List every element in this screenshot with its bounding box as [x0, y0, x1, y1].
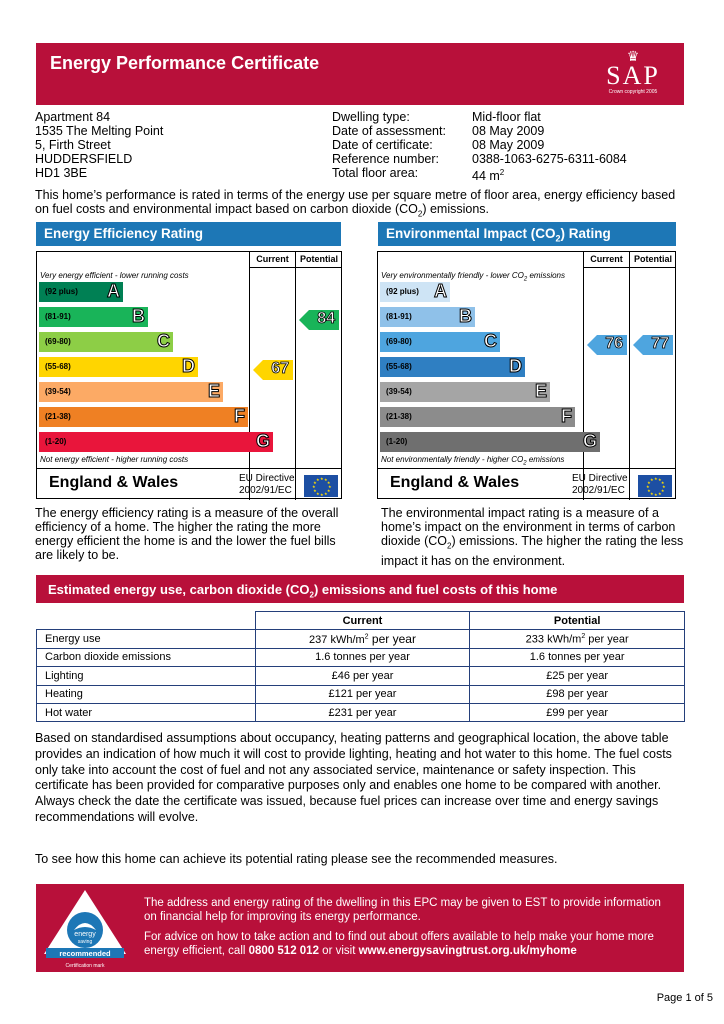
- table-row: [37, 685, 685, 703]
- row-label: Carbon dioxide emissions: [37, 648, 256, 666]
- potential-value: £98 per year: [470, 685, 685, 703]
- crown-icon: ♛: [626, 48, 640, 64]
- star-icon: ★: [650, 490, 654, 496]
- energy-rating-title: Energy Efficiency Rating: [44, 226, 204, 241]
- band-letter: G: [255, 431, 270, 451]
- current-rating-arrow: [253, 360, 293, 380]
- band-letter: B: [459, 306, 472, 326]
- divider: [37, 468, 341, 469]
- rating-band-g: [380, 432, 600, 452]
- estimates-title-sub: 2: [309, 590, 314, 600]
- header-bar: [36, 43, 684, 105]
- intro-text-a: This home’s performance is rated in terms of the energy use per square metre of floor area, energy efficiency based on fuel costs and environmental impact based on carbon dioxide (CO: [35, 188, 676, 216]
- top-note-a: Very environmentally friendly - lower CO: [381, 271, 524, 280]
- band-range: (69-80): [386, 337, 412, 346]
- rating-band-g: [39, 432, 273, 452]
- fact-label: Date of certificate:: [332, 138, 433, 152]
- star-icon: ★: [320, 476, 324, 481]
- energy-saving-recommended-logo: [38, 886, 132, 970]
- address-block: [35, 110, 163, 180]
- sap-logo-text: SAP: [606, 61, 660, 90]
- divider: [378, 468, 675, 469]
- logo-recommended-text: recommended: [59, 949, 111, 958]
- top-note: [381, 271, 565, 283]
- footer-bar: [36, 884, 684, 972]
- env-desc-b: ) emissions. The higher the rating the less impact it has on the environment.: [381, 534, 684, 568]
- region-label: England & Wales: [49, 474, 179, 491]
- eu-flag-icon: [304, 475, 338, 497]
- fact-label: Total floor area:: [332, 166, 419, 180]
- table-header-row: [37, 612, 685, 630]
- star-icon: ★: [654, 476, 658, 481]
- logo-energy-text: energy: [74, 931, 96, 938]
- band-range: (92 plus): [45, 287, 78, 296]
- divider: [249, 268, 250, 500]
- env-rating-title-a: Environmental Impact (CO: [386, 226, 556, 241]
- band-range: (1-20): [386, 437, 408, 446]
- website-link[interactable]: www.energysavingtrust.org.uk/myhome: [358, 945, 577, 957]
- rating-band-a: [39, 282, 123, 302]
- eu-directive-label: [239, 473, 295, 497]
- divider: [629, 268, 630, 500]
- sap-logo: [594, 49, 672, 99]
- star-icon: ★: [324, 477, 328, 483]
- value-tail: per year: [585, 633, 629, 646]
- band-letter: D: [509, 356, 522, 376]
- band-letter: G: [582, 431, 597, 451]
- current-column-header: Current: [249, 252, 295, 268]
- rating-value: 67: [271, 360, 289, 377]
- band-range: (55-68): [45, 362, 71, 371]
- directive-line: EU Directive: [572, 473, 628, 484]
- eu-directive-label: [572, 473, 628, 497]
- band-letter: F: [561, 406, 572, 426]
- fact-label: Reference number:: [332, 152, 440, 166]
- row-label: Heating: [37, 685, 256, 703]
- table-corner: [37, 612, 256, 630]
- rating-band-a: [380, 282, 450, 302]
- logo-caption: Certification mark: [65, 963, 105, 969]
- band-range: (81-91): [45, 312, 71, 321]
- column-header-current: Current: [255, 612, 470, 630]
- env-desc-a: The environmental impact rating is a measure of a home’s impact on the environment in terms of carbon dioxide (CO: [381, 506, 676, 548]
- rating-band-d: [380, 357, 525, 377]
- unit-sup: 2: [581, 632, 586, 640]
- table-row: [37, 630, 685, 648]
- rating-band-c: [39, 332, 173, 352]
- env-rating-chart: [377, 251, 676, 499]
- rating-band-d: [39, 357, 198, 377]
- star-icon: ★: [646, 484, 650, 489]
- footer-paragraph-1: The address and energy rating of the dwelling in this EPC may be given to EST to provide information on financial help for improving its energy performance.: [144, 897, 661, 923]
- potential-column-header: Potential: [629, 252, 676, 268]
- logo-saving-text: saving: [77, 939, 93, 945]
- potential-column-header: Potential: [295, 252, 342, 268]
- divider: [295, 268, 296, 500]
- dwelling-facts: [332, 110, 627, 183]
- estimates-title-b: ) emissions and fuel costs of this home: [313, 582, 558, 597]
- energy-rating-description: The energy efficiency rating is a measure of the overall efficiency of a home. The higher the rating the more energy efficient the home is and the lower the fuel bills are likely to be.: [35, 506, 339, 562]
- address-line: 1535 The Melting Point: [35, 124, 164, 138]
- bottom-note-b: emissions: [526, 455, 565, 464]
- star-icon: ★: [326, 488, 331, 493]
- bottom-note: Not energy efficient - higher running costs: [40, 455, 189, 464]
- intro-sub: 2: [417, 209, 423, 219]
- bottom-note-a: Not environmentally friendly - higher CO: [381, 455, 524, 464]
- footer-paragraph-2: [144, 930, 669, 958]
- value-tail: per year: [368, 632, 416, 647]
- directive-line: EU Directive: [239, 473, 295, 484]
- divider: [583, 268, 584, 500]
- estimates-table: [36, 611, 685, 722]
- band-range: (1-20): [45, 437, 67, 446]
- bottom-note-sub: 2: [523, 460, 527, 467]
- floor-area-value: [472, 166, 504, 183]
- phone-number[interactable]: 0800 512 012: [248, 945, 319, 957]
- reference-number-value: 0388-1063-6275-6311-6084: [472, 152, 627, 166]
- env-desc-sub: 2: [447, 541, 452, 551]
- column-header-potential: Potential: [470, 612, 685, 630]
- intro-text-b: ) emissions.: [422, 202, 489, 216]
- potential-value: 1.6 tonnes per year: [470, 648, 685, 666]
- band-letter: E: [207, 381, 220, 401]
- rating-band-e: [380, 382, 550, 402]
- top-note: Very energy efficient - lower running costs: [40, 271, 189, 280]
- estimates-title-bar: [36, 575, 684, 603]
- page-title: Energy Performance Certificate: [50, 53, 320, 73]
- floor-area-number: 44 m: [472, 169, 500, 184]
- potential-value: £99 per year: [470, 703, 685, 721]
- sap-logo-sub: Crown copyright 2005: [608, 89, 658, 95]
- intro-text: [35, 188, 685, 222]
- band-range: (81-91): [386, 312, 412, 321]
- table-row: [37, 648, 685, 666]
- current-value: £231 per year: [255, 703, 470, 721]
- env-rating-title-bar: [378, 222, 676, 246]
- current-value: [255, 630, 470, 648]
- rating-value: 77: [651, 335, 669, 352]
- rating-band-f: [380, 407, 575, 427]
- rating-value: 76: [605, 335, 623, 352]
- potential-rating-arrow: [299, 310, 339, 330]
- star-icon: ★: [313, 480, 317, 485]
- current-column-header: Current: [583, 252, 629, 268]
- star-icon: ★: [316, 477, 320, 483]
- star-icon: ★: [660, 488, 665, 493]
- star-icon: ★: [328, 484, 332, 489]
- fact-label: Date of assessment:: [332, 124, 446, 138]
- top-note-b: emissions: [527, 271, 566, 280]
- band-letter: B: [132, 306, 145, 326]
- assessment-date-value: 08 May 2009: [472, 124, 545, 138]
- floor-area-unit-sup: 2: [499, 168, 505, 177]
- env-rating-title-b: ) Rating: [560, 226, 611, 241]
- row-label: Energy use: [37, 630, 256, 648]
- potential-value: £25 per year: [470, 667, 685, 685]
- certificate-date-value: 08 May 2009: [472, 138, 545, 152]
- body-paragraph: Based on standardised assumptions about occupancy, heating patterns and geographical location, the above table provides an indication of how much it will cost to provide lighting, heating and hot water to this home. The fuel costs only take into account the cost of fuel and not any associated service, maintenance or safety inspection. This certificate has been provided for comparative purposes only and enables one home to be compared with another. Always check the date the certificate was issued, because fuel prices can increase over time and energy savings recommendations will evolve.: [35, 731, 672, 824]
- rating-band-f: [39, 407, 248, 427]
- rating-band-e: [39, 382, 223, 402]
- star-icon: ★: [313, 488, 317, 493]
- energy-rating-chart: [36, 251, 342, 499]
- band-letter: D: [182, 356, 195, 376]
- env-title-sub: 2: [555, 233, 561, 244]
- footer-p2-b: or visit: [318, 945, 359, 957]
- footer-p2-a: For advice on how to take action and to find out about offers available to help make your home more energy efficient, call: [144, 931, 654, 957]
- address-line: Apartment 84: [35, 110, 111, 124]
- address-line: HD1 3BE: [35, 166, 88, 180]
- value-part: 237 kWh/m: [309, 634, 365, 647]
- star-icon: ★: [660, 480, 665, 485]
- band-range: (39-54): [386, 387, 412, 396]
- star-icon: ★: [650, 477, 654, 483]
- current-value: £46 per year: [255, 667, 470, 685]
- unit-sup: 2: [364, 633, 369, 641]
- band-range: (69-80): [45, 337, 71, 346]
- dwelling-type-value: Mid-floor flat: [472, 110, 541, 124]
- potential-value: [470, 630, 685, 648]
- star-icon: ★: [312, 484, 316, 489]
- band-letter: A: [434, 281, 447, 301]
- rating-value: 84: [317, 310, 335, 327]
- table-row: [37, 667, 685, 685]
- band-range: (55-68): [386, 362, 412, 371]
- band-letter: E: [534, 381, 547, 401]
- star-icon: ★: [647, 480, 651, 485]
- star-icon: ★: [320, 492, 324, 497]
- band-range: (92 plus): [386, 287, 419, 296]
- directive-line: 2002/91/EC: [572, 485, 625, 496]
- table-row: [37, 703, 685, 721]
- band-range: (39-54): [45, 387, 71, 396]
- band-letter: C: [484, 331, 497, 351]
- star-icon: ★: [658, 490, 662, 496]
- star-icon: ★: [647, 488, 651, 493]
- band-range: (21-38): [386, 412, 412, 421]
- value-part: 233 kWh/m: [525, 633, 582, 646]
- recommend-paragraph: To see how this home can achieve its potential rating please see the recommended measures.: [35, 852, 558, 866]
- star-icon: ★: [662, 484, 666, 489]
- address-line: HUDDERSFIELD: [35, 152, 133, 166]
- current-rating-arrow: [587, 335, 627, 355]
- bottom-note: [381, 455, 564, 467]
- top-note-sub: 2: [523, 276, 528, 283]
- fact-label: Dwelling type:: [332, 110, 410, 124]
- rating-band-b: [39, 307, 148, 327]
- row-label: Hot water: [37, 703, 256, 721]
- band-letter: A: [107, 281, 120, 301]
- potential-rating-arrow: [633, 335, 673, 355]
- energy-rating-title-bar: [36, 222, 341, 246]
- star-icon: ★: [654, 492, 658, 497]
- address-line: 5, Firth Street: [35, 138, 111, 152]
- band-letter: C: [157, 331, 170, 351]
- page-number: Page 1 of 5: [656, 992, 713, 1004]
- band-range: (21-38): [45, 412, 71, 421]
- star-icon: ★: [316, 490, 320, 496]
- band-letter: F: [234, 406, 245, 426]
- star-icon: ★: [326, 480, 331, 485]
- estimates-title-a: Estimated energy use, carbon dioxide (CO: [48, 582, 310, 597]
- current-value: 1.6 tonnes per year: [255, 648, 470, 666]
- star-icon: ★: [324, 490, 328, 496]
- region-label: England & Wales: [390, 474, 520, 491]
- rating-band-c: [380, 332, 500, 352]
- rating-band-b: [380, 307, 475, 327]
- current-value: £121 per year: [255, 685, 470, 703]
- star-icon: ★: [658, 477, 662, 483]
- eu-flag-icon: [638, 475, 672, 497]
- env-rating-description: [381, 506, 686, 568]
- row-label: Lighting: [37, 667, 256, 685]
- directive-line: 2002/91/EC: [239, 485, 292, 496]
